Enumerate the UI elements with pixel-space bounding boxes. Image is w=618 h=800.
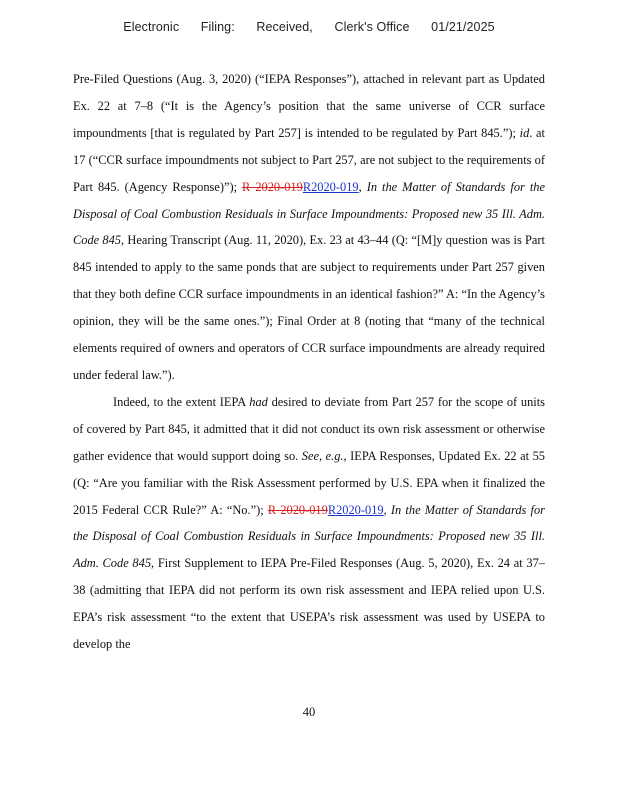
inserted-docket-number: R2020-019 (327, 502, 384, 517)
text-run: Indeed, to the extent IEPA (113, 394, 250, 409)
text-run: , IEPA Responses, Updated Ex. 22 at 55 (Q: “Are you familiar with the Risk Assessment performed by U.S. EPA when it finalized the 2015 Federal CCR Rule?” A: “No.”); (73, 448, 545, 517)
text-run: . at 17 (“CCR surface impoundments not subject to Part 257, are not subject to the requirements of Part 845. (Agency Response)”); (73, 125, 545, 194)
id-citation: id (519, 125, 530, 140)
text-run: , Hearing Transcript (Aug. 11, 2020), Ex. 23 at 43–44 (Q: “[M]y question was is Part 845 intended to apply to the same ponds that are subject to requirements under Part 257 given that they both define CCR surface impoundments in an identical fashion?” A: “In the Agency’s opinion, they will be the same ones.”); Final Order at 8 (noting that “many of the technical elements required of owners and operators of CCR surface impoundments are already required under federal law.”). (73, 233, 545, 382)
case-title: In the Matter of Standards for the Disposal of Coal Combustion Residuals in Surface Impoundments: Proposed new 35 Ill. Adm. Code 845 (73, 179, 545, 248)
text-run: , (358, 179, 367, 194)
inserted-docket-number: R2020-019 (302, 179, 359, 194)
header-electronic: Electronic (123, 20, 180, 34)
header-received: Received, (256, 20, 313, 34)
header-filing: Filing: (200, 20, 235, 34)
header-clerks-office: Clerk's Office (334, 20, 410, 34)
emphasis-had: had (249, 394, 268, 409)
see-signal: See, e.g. (301, 448, 344, 463)
text-run: , (383, 502, 391, 517)
page-number: 40 (302, 705, 316, 719)
body-text (73, 66, 545, 658)
paragraph-continuation (73, 66, 545, 389)
text-run: Pre-Filed Questions (Aug. 3, 2020) (“IEPA Responses”), attached in relevant part as Updated Ex. 22 at 7–8 (“It is the Agency’s position that the same universe of CCR surface impoundments [that is regulated by Part 257] is intended to be regulated by Part 845.”); (73, 72, 545, 140)
header-date: 01/21/2025 (431, 20, 495, 34)
deleted-docket-number: R 2020-019 (267, 502, 328, 517)
text-run: desired to deviate from Part 257 for the scope of units of covered by Part 845, it admitted that it did not conduct its own risk assessment or otherwise gather evidence that would support doing so. (73, 394, 545, 463)
paragraph-indeed (73, 389, 545, 658)
filing-stamp-header (0, 20, 618, 34)
deleted-docket-number: R 2020-019 (242, 179, 303, 194)
case-title: In the Matter of Standards for the Disposal of Coal Combustion Residuals in Surface Impoundments: Proposed new 35 Ill. Adm. Code 845 (73, 502, 545, 571)
text-run: , First Supplement to IEPA Pre-Filed Responses (Aug. 5, 2020), Ex. 24 at 37–38 (admitting that IEPA did not perform its own risk assessment and IEPA relied upon U.S. EPA’s risk assessment “to the extent that USEPA’s risk assessment was used by USEPA to develop the (73, 556, 545, 652)
